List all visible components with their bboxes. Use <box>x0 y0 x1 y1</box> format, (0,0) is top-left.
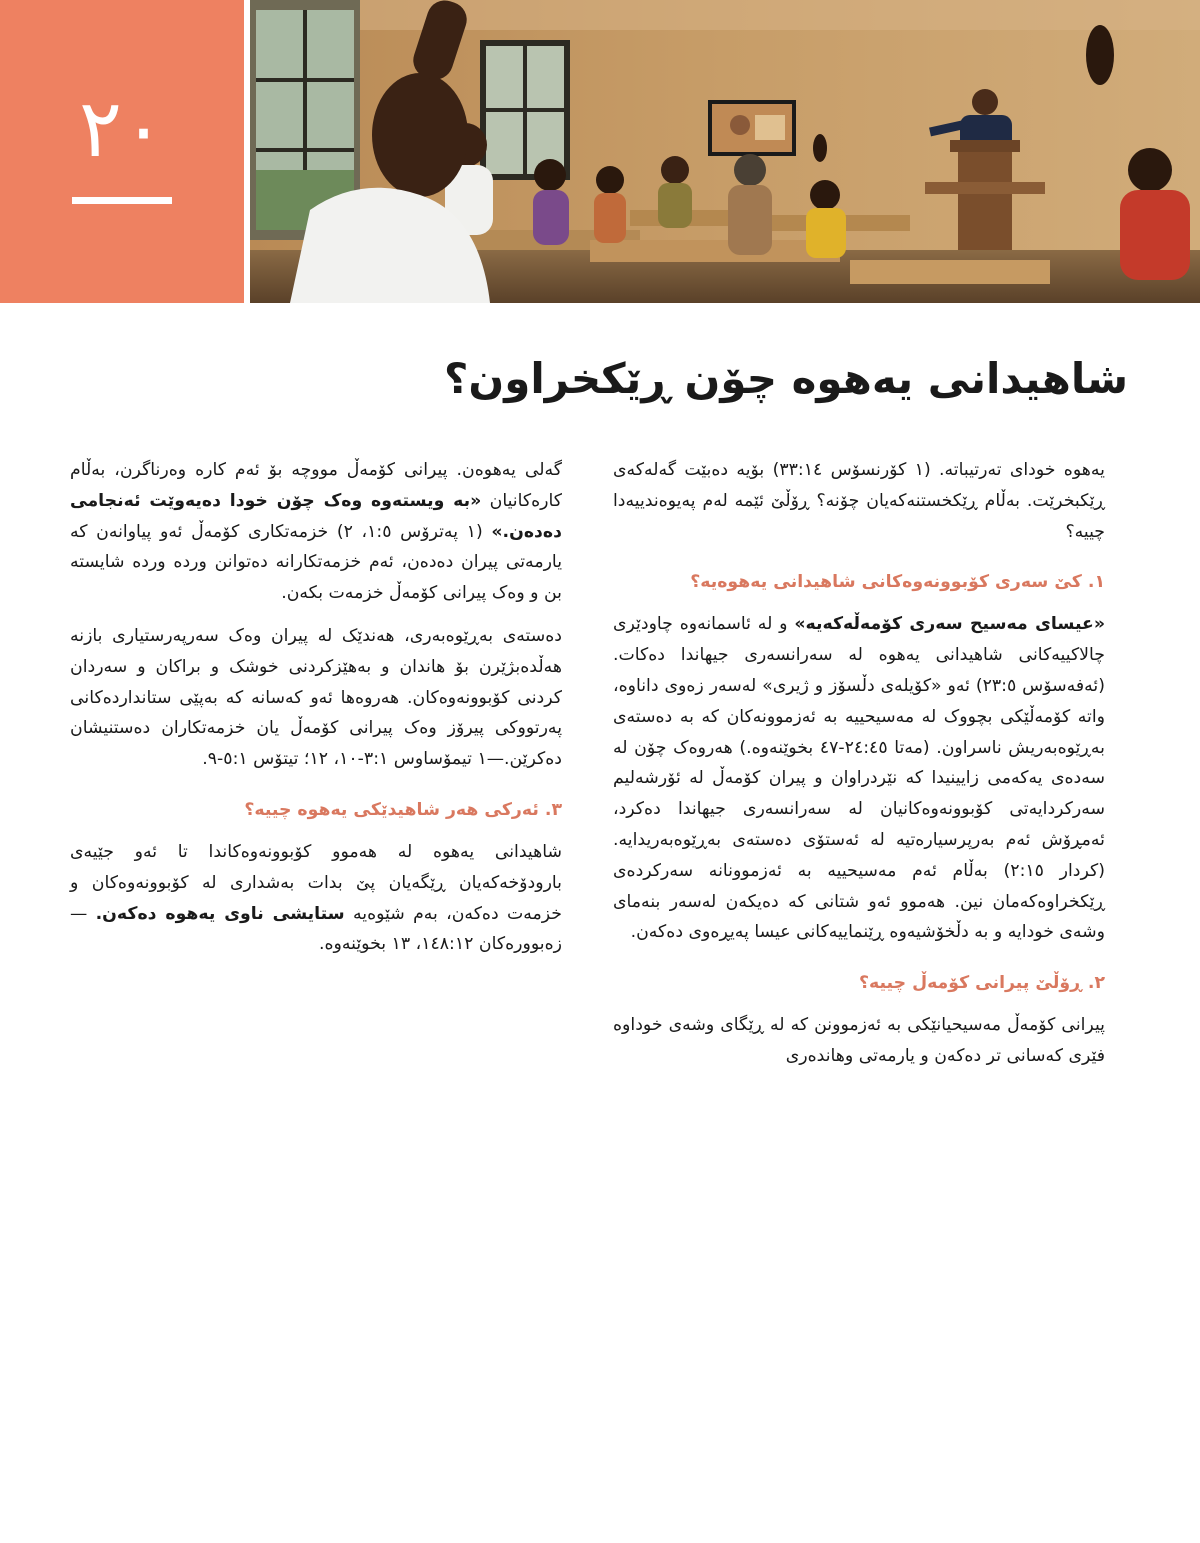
question-2-paragraph-start: پیرانی کۆمەڵ مەسیحیانێکی بە ئەزموونن کە لە ڕێگای وشەی خوداوە فێری کەسانی تر دەکەن و یارمەتی وهاندەری <box>613 1015 1105 1066</box>
text-column-right <box>613 455 1105 1084</box>
question-2-paragraph-continued <box>70 455 562 609</box>
lesson-number-underline <box>72 197 172 204</box>
paragraph-text: (١ پەترۆس ١:٥، ٢) خزمەتکاری کۆمەڵ ئەو پیاوانەن کە یارمەتی پیران دەدەن، ئەم خزمەتکارانە دەتوانن وردە وردە شایستە بن و وەک پیرانی کۆمەڵ خزمەت بکەن. <box>70 521 562 604</box>
question-1-heading: ١. کێ سەری کۆبوونەوەکانی شاهیدانی یەهوەیە؟ <box>690 572 1105 593</box>
video-screen <box>708 100 796 156</box>
lesson-number: ٢٠ <box>79 82 165 175</box>
hero-photo <box>250 0 1200 303</box>
paragraph-text: و لە ئاسمانەوە چاودێری چالاکییەکانی شاهیدانی یەهوە لە سەرانسەری جیهاندا دەکات. (ئەفەسۆس ٢٣:٥) ئەو «کۆیلەی دڵسۆز و ژیری» لەسەر زەوی داناوە، واتە کۆمەڵێکی بچووک لە مەسیحییە بە ئەزموونەکان کە بە دەستەی بەڕێوەبەریش ناسراون. (مەتا ٢٤:٤٥-٤٧ بخوێنەوە.) هەروەک چۆن لە سەدەی یەکەمی زایینیدا کە نێردراوان و پیران کۆمەڵ لە ئۆرشەلیم سەرکردایەتی کۆبوونەوەکانیان لە سەرانسەری جیهاندا دەکرد، ئەمڕۆش ئەم بەرپرسیارەتیە لە ئەستۆی دەستەی بەڕێوەبەریدایە. (کردار ٢:١٥) بەڵام ئەم مەسیحییە بە ئەزموونانە سەرکردەی ڕێکخراوەکەمان نین. هەموو ئەو شتانی کە دەیکەن لەسەر بنەمای وشەی خودایە و بە دڵخۆشیەوە ڕێنماییەکانی عیسا پەیڕەوی دەکەن. <box>613 614 1105 943</box>
bold-phrase: «عیسای مەسیح سەری کۆمەڵەکەیە» <box>794 614 1106 635</box>
window-right <box>480 40 570 180</box>
paragraph-text: شاهیدانی یەهوە لە هەموو کۆبوونەوەکاندا تا ئەو جێیەی بارودۆخەکەیان ڕێگەیان پێ بدات بەشداری لە کۆبوونەوەکان و خزمەت دەکەن، بەم شێوەیە <box>70 841 562 924</box>
intro-paragraph: یەهوە خودای تەرتیباتە. (١ کۆرنسۆس ٣٣:١٤) بۆیە دەبێت گەلەکەی ڕێکبخرێت. بەڵام ڕێکخستنەکەیان چۆنە؟ ڕۆڵێ ئێمە لەم پەیوەندییەدا چییە؟ <box>613 460 1105 542</box>
question-2-paragraph-2: دەستەی بەڕێوەبەری، هەندێک لە پیران وەک سەرپەرستیاری بازنە هەڵدەبژێرن بۆ هاندان و بەهێزکردنی خوشک و براکان و سەردان کردنی کۆبوونەوەکان. هەروەها ئەو کەسانە کە بەپێی ستانداردەکانی پەرتووکی پیرۆز وەک پیرانی کۆمەڵ یان خزمەتکاران دەستنیشان دەکرێن.—١ تیمۆساوس ٣:١-١٠، ١٢؛ تیتۆس ٥:١-٩. <box>70 625 562 770</box>
bold-phrase: ستایشی ناوی یەهوە دەکەن. <box>95 903 345 924</box>
bold-phrase: «بە ویستەوە وەک چۆن خودا دەیەوێت ئەنجامی دەدەن.» <box>70 490 562 542</box>
congregation-meeting-illustration <box>250 0 1200 303</box>
question-3-heading: ٣. ئەرکی هەر شاهیدێکی یەهوە چییە؟ <box>244 799 562 820</box>
question-1-paragraph <box>613 609 1105 948</box>
text-column-left <box>70 455 562 972</box>
paragraph-text: —زەبوورەکان ١٤٨:١٢، ١٣ بخوێنەوە. <box>70 903 562 955</box>
question-2-heading: ٢. ڕۆڵێ پیرانی کۆمەڵ چییە؟ <box>859 973 1105 994</box>
lesson-number-badge <box>0 0 244 303</box>
paragraph-text: گەلی یەهوەن. پیرانی کۆمەڵ مووچە بۆ ئەم کارە وەرناگرن، بەڵام کارەکانیان <box>70 460 563 511</box>
page-title: شاهیدانی یەهوە چۆن ڕێکخراون؟ <box>444 354 1128 403</box>
question-3-paragraph <box>70 837 562 960</box>
